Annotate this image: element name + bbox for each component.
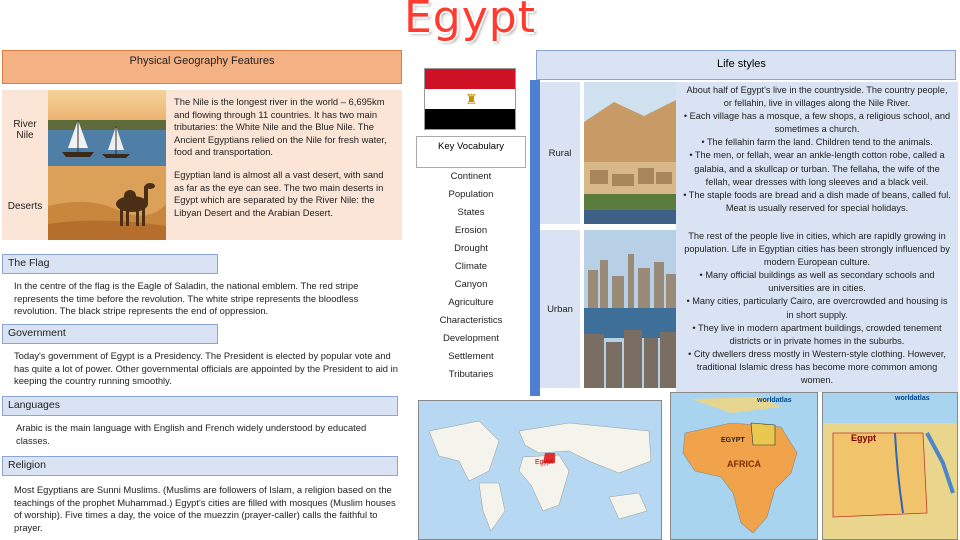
rural-intro: About half of Egypt's live in the countryside. The country people, or fellahin, live in villages along the Nile River. bbox=[686, 85, 948, 109]
flag-text: In the centre of the flag is the Eagle of Saladin, the national emblem. The red stripe represents the time before the revolution. The white stripe represents the bloodless revolution. The black stripe represents the end of oppression. bbox=[14, 280, 359, 317]
physical-text-panel bbox=[166, 90, 402, 240]
vocab-item: Population bbox=[448, 189, 494, 200]
world-map-egypt-label: Egypt bbox=[535, 459, 553, 466]
urban-cairo-photo bbox=[584, 230, 676, 388]
desert-camel-photo bbox=[48, 166, 166, 240]
rural-bullet-text: The fellahin farm the land. Children tend to the animals. bbox=[706, 137, 933, 148]
urban-label: Urban bbox=[540, 230, 580, 388]
vocab-item: Tributaries bbox=[448, 369, 494, 380]
urban-text-panel bbox=[676, 228, 958, 392]
bullet-icon: • bbox=[689, 150, 693, 161]
egypt-map-label: Egypt bbox=[851, 433, 877, 443]
river-nile-text: The Nile is the longest river in the world – 6,695km and flowing through 11 countries. It has two main tributaries: the White Nile and the Blue Nile. The Ancient Egyptians relied on the Nile for fresh water, food and transportation. bbox=[174, 96, 387, 158]
deserts-text: Egyptian land is almost all a vast desert, with sand as far as the eye can see. The two main deserts in Egypt which are separated by the River Nile: the Libyan Desert and the Arabian Desert. bbox=[174, 168, 384, 218]
government-text: Today's government of Egypt is a Presidency. The President is elected by popular vote and has quite a lot of power. Other governmental officials are appointed by the President to aid in keeping the country running smoothly. bbox=[14, 350, 398, 387]
physical-labels bbox=[2, 90, 48, 240]
urban-bullet bbox=[682, 269, 952, 295]
lifestyles-header: Life styles bbox=[536, 50, 956, 80]
rural-bullet-text: The staple foods are bread and a dish made of beans, called ful. Meat is usually reserved for special holidays. bbox=[688, 189, 951, 213]
rural-bullet bbox=[682, 149, 952, 188]
vocab-item: Drought bbox=[454, 243, 488, 254]
key-vocabulary-title: Key Vocabulary bbox=[437, 141, 504, 152]
rural-bullet-text: Each village has a mosque, a few shops, a religious school, and sometimes a church. bbox=[689, 111, 951, 135]
physical-geography-header: Physical Geography Features bbox=[2, 50, 402, 84]
flag-white-stripe bbox=[425, 89, 515, 109]
vocab-item: Continent bbox=[450, 171, 492, 182]
rural-bullet bbox=[682, 136, 952, 149]
urban-intro: The rest of the people live in cities, which are rapidly growing in population. Life in Egyptian cities has been strongly influenced by modern European culture. bbox=[684, 231, 950, 268]
vocabulary-list bbox=[412, 168, 530, 384]
bullet-icon: • bbox=[699, 270, 703, 281]
urban-bullet-text: Many cities, particularly Cairo, are overcrowded and housing is in short supply. bbox=[692, 296, 948, 320]
page-title: Egypt bbox=[404, 0, 536, 43]
bullet-icon: • bbox=[683, 111, 688, 122]
africa-map-source-label: worldatlas bbox=[757, 397, 792, 404]
rural-village-photo bbox=[584, 82, 676, 224]
vocab-item: Climate bbox=[454, 261, 488, 272]
egypt-map bbox=[822, 392, 958, 540]
urban-bullet bbox=[682, 322, 952, 348]
river-nile-label: River Nile bbox=[13, 118, 37, 141]
bullet-icon: • bbox=[683, 189, 687, 200]
flag-red-stripe bbox=[425, 69, 515, 89]
rural-label: Rural bbox=[540, 82, 580, 224]
key-vocabulary-header bbox=[416, 136, 526, 168]
africa-label: AFRICA bbox=[727, 459, 761, 469]
religion-text: Most Egyptians are Sunni Muslims. (Muslims are followers of Islam, a religion based on the teachings of the prophet Muhammad.) Egypt's cities are filled with mosques (Muslim houses of worship). Five times a day, the voice of the muezzin (prayer-caller) calls the faithful to prayer. bbox=[14, 484, 396, 533]
egypt-map-source-label: worldatlas bbox=[895, 395, 930, 402]
religion-header: Religion bbox=[2, 456, 398, 476]
flag-header: The Flag bbox=[2, 254, 218, 274]
vocab-item: States bbox=[457, 207, 485, 218]
bullet-icon: • bbox=[686, 296, 690, 307]
rural-bullet bbox=[682, 110, 952, 136]
world-map bbox=[418, 400, 662, 540]
urban-bullet bbox=[682, 295, 952, 321]
urban-bullet bbox=[682, 348, 952, 387]
rural-bullet bbox=[682, 189, 952, 215]
bullet-icon: • bbox=[701, 137, 705, 148]
africa-map-egypt-label: EGYPT bbox=[721, 437, 745, 444]
eagle-of-saladin-icon: ♜ bbox=[465, 91, 478, 107]
bullet-icon: • bbox=[692, 322, 696, 333]
vocab-item: Development bbox=[443, 333, 499, 344]
languages-text: Arabic is the main language with English and French widely understood by educated classes. bbox=[16, 422, 367, 446]
languages-header: Languages bbox=[2, 396, 398, 416]
nile-photo bbox=[48, 90, 166, 166]
deserts-label: Deserts bbox=[7, 200, 43, 212]
flag-black-stripe bbox=[425, 109, 515, 129]
rural-bullet-text: The men, or fellah, wear an ankle-length cotton robe, called a galabia, and a skullcap or turban. The fellaha, the wife of the fellah, wear dresses with long sleeves and a black veil. bbox=[694, 150, 945, 187]
vocab-item: Canyon bbox=[454, 279, 488, 290]
urban-bullet-text: City dwellers dress mostly in Western-style clothing. However, traditional Islamic dress has become more common among women. bbox=[693, 348, 946, 386]
government-header: Government bbox=[2, 324, 218, 344]
urban-bullet-text: They live in modern apartment buildings, crowded tenement districts or in private homes in the suburbs. bbox=[698, 322, 942, 346]
africa-map bbox=[670, 392, 818, 540]
vocab-item: Erosion bbox=[454, 225, 488, 236]
rural-text-panel bbox=[676, 82, 958, 228]
vocab-item: Agriculture bbox=[448, 297, 494, 308]
vocab-item: Characteristics bbox=[439, 315, 503, 326]
lifestyles-sidebar bbox=[530, 80, 540, 396]
urban-bullet-text: Many official buildings as well as secondary schools and universities are in cities. bbox=[705, 270, 935, 294]
vocab-item: Settlement bbox=[448, 351, 494, 362]
bullet-icon: • bbox=[688, 348, 692, 359]
egypt-flag bbox=[424, 68, 516, 130]
